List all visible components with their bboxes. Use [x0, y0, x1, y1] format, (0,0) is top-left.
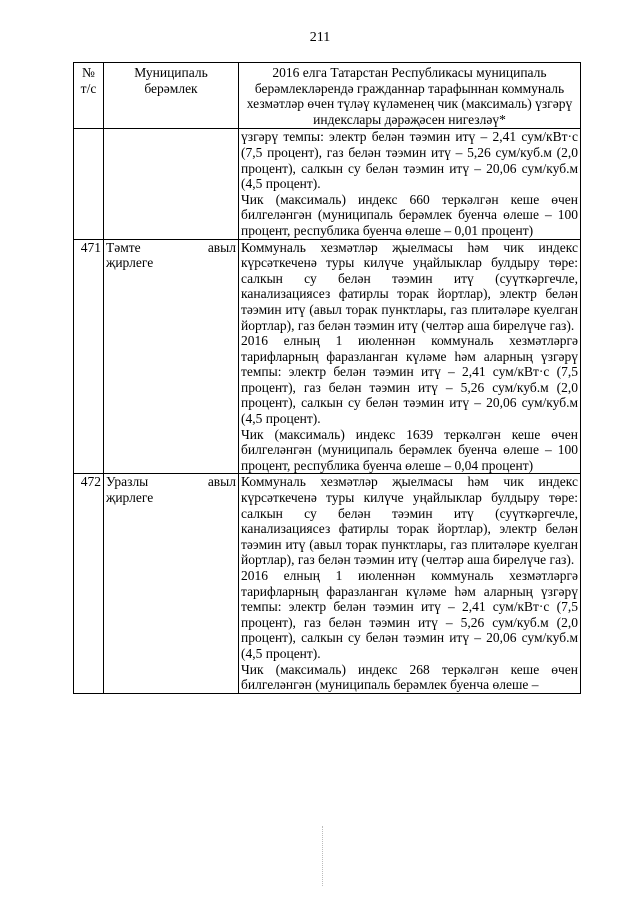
row-num	[74, 129, 104, 239]
row-num: 471	[74, 239, 104, 474]
table-row	[74, 129, 581, 239]
municipality-type: авыл	[207, 239, 236, 255]
tariff-index-table	[73, 62, 581, 694]
description-paragraph: 2016 елның 1 июленнән коммуналь хезмәтләргә тарифларның фаразланган күләме һәм аларның үзгәрү темпы: электр белән тәэмин итү – 2,41 сум/кВт·с (7,5 процент), газ белән тәэмин итү – 5,26 сум/куб.м (2,0 процент), салкын су белән тәэмин итү – 20,06 сум/куб.м (4,5 процент).	[241, 568, 578, 661]
table-header-row	[74, 63, 581, 129]
row-municipality	[104, 474, 239, 693]
description-paragraph: Коммуналь хезмәтләр җыелмасы һәм чик индекс күрсәткеченә туры килүче уңайлыклар булдыру төре: салкын су белән тәэмин итү (суүткәргечле, канализациясез фатирлы торак йортлар), электр белән тәэмин итү (авыл торак пунктлары, газ плитәләре куелган йортлар), газ белән тәэмин итү (челтәр аша бирелүче газ).	[241, 239, 578, 333]
municipality-type: авыл	[207, 474, 236, 490]
table-row	[74, 474, 581, 693]
scan-artifact-line	[322, 826, 323, 886]
row-num: 472	[74, 474, 104, 693]
municipality-name: Уразлы	[106, 474, 149, 490]
header-description: 2016 елга Татарстан Республикасы муниципаль берәмлекләрендә гражданнар тарафыннан коммуналь хезмәтләр өчен түләү күләменең чик (максималь) үзгәрү индекслары дәрәҗәсен нигезләү*	[239, 63, 581, 129]
municipality-suffix: җирлеге	[106, 490, 154, 506]
row-description	[239, 239, 581, 474]
description-paragraph: Чик (максималь) индекс 1639 теркәлгән кеше өчен билгеләнгән (муниципаль берәмлек буенча өлеше – 100 процент, республика буенча өлеше – 0,04 процент)	[241, 426, 578, 473]
description-paragraph: 2016 елның 1 июленнән коммуналь хезмәтләргә тарифларның фаразланган күләме һәм аларның үзгәрү темпы: электр белән тәэмин итү – 2,41 сум/кВт·с (7,5 процент), газ белән тәэмин итү – 5,26 сум/куб.м (2,0 процент), салкын су белән тәэмин итү – 20,06 сум/куб.м (4,5 процент).	[241, 333, 578, 427]
description-paragraph: Чик (максималь) индекс 268 теркәлгән кеше өчен билгеләнгән (муниципаль берәмлек буенча өлеше –	[241, 661, 578, 693]
header-num: № т/с	[74, 63, 104, 129]
description-paragraph: Чик (максималь) индекс 660 теркәлгән кеше өчен билгеләнгән (муниципаль берәмлек буенча өлеше – 100 процент, республика буенча өлеше – 0,01 процент)	[241, 191, 578, 238]
municipality-name: Тәмте	[106, 239, 141, 255]
description-paragraph: Коммуналь хезмәтләр җыелмасы һәм чик индекс күрсәткеченә туры килүче уңайлыклар булдыру төре: салкын су белән тәэмин итү (суүткәргечле, канализациясез фатирлы торак йортлар), электр белән тәэмин итү (авыл торак пунктлары, газ плитәләре куелган йортлар), газ белән тәэмин итү (челтәр аша бирелүче газ).	[241, 474, 578, 568]
row-municipality	[104, 129, 239, 239]
row-description	[239, 129, 581, 239]
header-municipality: Муниципаль берәмлек	[104, 63, 239, 129]
description-paragraph: үзгәрү темпы: электр белән тәэмин итү – 2,41 сум/кВт·с (7,5 процент), газ белән тәэмин итү – 5,26 сум/куб.м (2,0 процент), салкын су белән тәэмин итү – 20,06 сум/куб.м (4,5 процент).	[241, 129, 578, 192]
page-number: 211	[309, 30, 331, 45]
table-row	[74, 239, 581, 474]
row-municipality	[104, 239, 239, 474]
municipality-suffix: җирлеге	[106, 255, 154, 271]
row-description	[239, 474, 581, 693]
